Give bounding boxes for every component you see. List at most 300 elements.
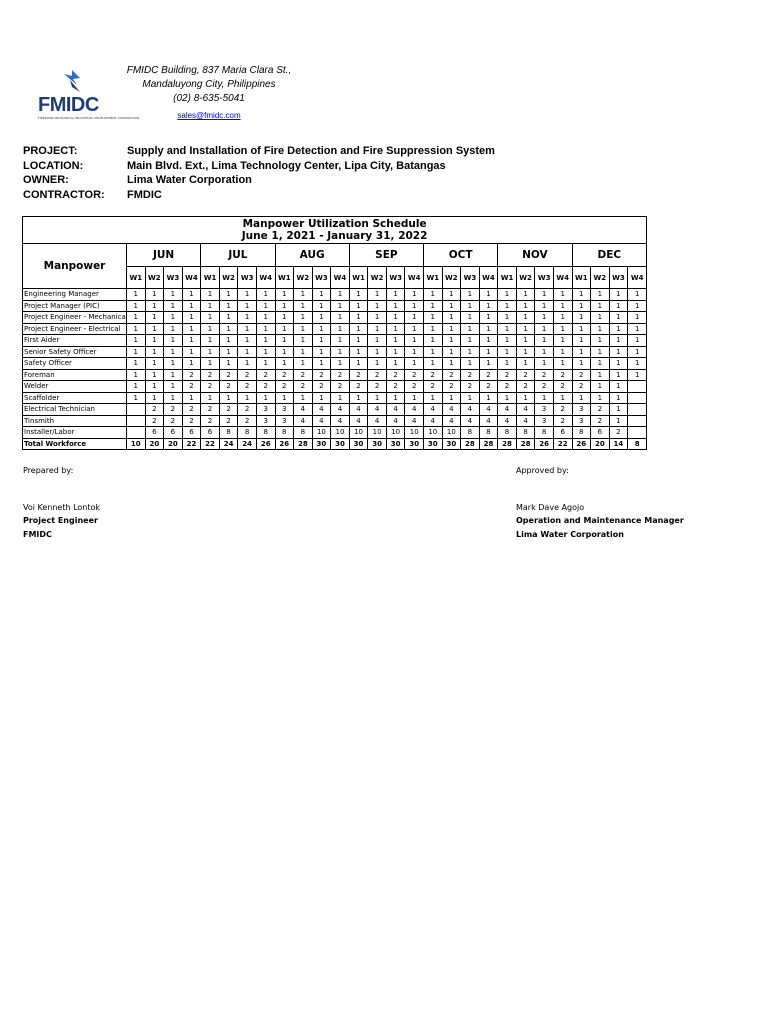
count-cell: 1 [498, 312, 517, 324]
manpower-schedule-table [22, 216, 647, 450]
count-cell: 28 [461, 438, 480, 450]
count-cell: 2 [442, 369, 461, 381]
count-cell: 2 [238, 369, 257, 381]
week-header: W2 [591, 267, 610, 289]
count-cell: 4 [386, 404, 405, 416]
count-cell: 2 [535, 369, 554, 381]
week-header: W4 [182, 267, 201, 289]
count-cell: 1 [461, 358, 480, 370]
count-cell: 4 [331, 415, 350, 427]
count-cell: 1 [127, 392, 146, 404]
count-cell: 1 [331, 346, 350, 358]
role-cell: Senior Safety Officer [23, 346, 127, 358]
count-cell: 10 [312, 427, 331, 439]
project-value: Supply and Installation of Fire Detection and Fire Suppression System [127, 145, 495, 157]
table-row [23, 312, 647, 324]
count-cell: 1 [628, 346, 647, 358]
count-cell: 1 [591, 323, 610, 335]
count-cell: 1 [219, 300, 238, 312]
week-header: W1 [127, 267, 146, 289]
count-cell: 2 [461, 369, 480, 381]
location-row [23, 160, 495, 175]
count-cell: 1 [479, 312, 498, 324]
count-cell: 1 [424, 335, 443, 347]
count-cell: 30 [442, 438, 461, 450]
count-cell: 1 [312, 392, 331, 404]
count-cell: 2 [553, 381, 572, 393]
count-cell: 1 [553, 392, 572, 404]
count-cell: 10 [442, 427, 461, 439]
count-cell: 1 [127, 346, 146, 358]
count-cell: 4 [424, 415, 443, 427]
count-cell: 1 [219, 358, 238, 370]
week-header: W2 [219, 267, 238, 289]
count-cell: 8 [479, 427, 498, 439]
count-cell: 1 [349, 323, 368, 335]
count-cell: 1 [201, 289, 220, 301]
count-cell: 1 [256, 312, 275, 324]
count-cell: 30 [331, 438, 350, 450]
count-cell: 30 [424, 438, 443, 450]
count-cell: 2 [572, 369, 591, 381]
count-cell: 1 [535, 335, 554, 347]
table-row [23, 404, 647, 416]
count-cell: 2 [201, 369, 220, 381]
week-header: W1 [275, 267, 294, 289]
count-cell: 20 [164, 438, 183, 450]
count-cell: 1 [461, 335, 480, 347]
prepared-by-org: FMIDC [23, 529, 52, 539]
count-cell: 1 [182, 335, 201, 347]
count-cell: 1 [349, 312, 368, 324]
count-cell: 1 [386, 289, 405, 301]
location-value: Main Blvd. Ext., Lima Technology Center, Lipa City, Batangas [127, 159, 446, 172]
count-cell [127, 415, 146, 427]
week-header: W2 [442, 267, 461, 289]
count-cell [628, 392, 647, 404]
project-info [23, 145, 495, 203]
count-cell: 1 [424, 346, 443, 358]
role-cell: Welder [23, 381, 127, 393]
count-cell: 1 [312, 335, 331, 347]
count-cell: 1 [424, 300, 443, 312]
count-cell: 2 [256, 369, 275, 381]
count-cell: 1 [164, 358, 183, 370]
count-cell: 1 [164, 369, 183, 381]
count-cell: 1 [386, 323, 405, 335]
count-cell: 2 [349, 381, 368, 393]
count-cell: 8 [256, 427, 275, 439]
table-row [23, 289, 647, 301]
approved-by-org: Lima Water Corporation [516, 529, 624, 539]
count-cell: 4 [405, 415, 424, 427]
count-cell: 1 [405, 323, 424, 335]
count-cell: 1 [219, 335, 238, 347]
count-cell: 1 [424, 323, 443, 335]
count-cell: 1 [312, 312, 331, 324]
count-cell: 1 [164, 289, 183, 301]
count-cell: 1 [535, 392, 554, 404]
count-cell: 1 [256, 358, 275, 370]
count-cell: 4 [368, 404, 387, 416]
count-cell: 14 [609, 438, 628, 450]
count-cell: 1 [572, 300, 591, 312]
manpower-column-header: Manpower [23, 244, 127, 289]
count-cell: 4 [461, 404, 480, 416]
month-header-nov: NOV [498, 244, 572, 267]
count-cell: 1 [609, 358, 628, 370]
count-cell: 1 [275, 392, 294, 404]
count-cell: 1 [275, 312, 294, 324]
month-header-sep: SEP [349, 244, 423, 267]
count-cell: 1 [405, 346, 424, 358]
prepared-by-title: Project Engineer [23, 516, 98, 525]
count-cell: 1 [609, 415, 628, 427]
count-cell: 1 [591, 369, 610, 381]
count-cell: 8 [498, 427, 517, 439]
count-cell: 30 [386, 438, 405, 450]
count-cell: 2 [145, 404, 164, 416]
count-cell: 2 [164, 415, 183, 427]
owner-value: Lima Water Corporation [127, 174, 252, 186]
schedule-subtitle: June 1, 2021 - January 31, 2022 [241, 230, 428, 242]
count-cell: 1 [516, 323, 535, 335]
count-cell: 3 [535, 415, 554, 427]
count-cell: 1 [182, 312, 201, 324]
count-cell: 6 [201, 427, 220, 439]
count-cell: 1 [553, 358, 572, 370]
count-cell: 10 [405, 427, 424, 439]
count-cell: 2 [219, 369, 238, 381]
table-row [23, 427, 647, 439]
count-cell: 1 [368, 392, 387, 404]
count-cell: 1 [312, 346, 331, 358]
count-cell: 1 [164, 381, 183, 393]
count-cell: 1 [442, 312, 461, 324]
count-cell: 1 [591, 346, 610, 358]
count-cell: 4 [386, 415, 405, 427]
count-cell: 1 [127, 323, 146, 335]
count-cell: 1 [294, 300, 313, 312]
contractor-label: CONTRACTOR: [23, 188, 105, 201]
week-header: W2 [294, 267, 313, 289]
count-cell: 2 [461, 381, 480, 393]
count-cell: 1 [182, 300, 201, 312]
contractor-value: FMDIC [127, 188, 162, 201]
count-cell: 26 [275, 438, 294, 450]
count-cell: 2 [201, 415, 220, 427]
count-cell: 1 [182, 346, 201, 358]
role-cell: Scaffolder [23, 392, 127, 404]
count-cell: 1 [609, 312, 628, 324]
count-cell: 1 [461, 300, 480, 312]
count-cell: 4 [312, 415, 331, 427]
count-cell: 1 [349, 289, 368, 301]
count-cell: 22 [201, 438, 220, 450]
count-cell: 2 [442, 381, 461, 393]
table-row [23, 392, 647, 404]
count-cell: 1 [553, 289, 572, 301]
count-cell: 1 [312, 358, 331, 370]
count-cell: 2 [201, 404, 220, 416]
count-cell: 1 [498, 358, 517, 370]
count-cell: 1 [609, 392, 628, 404]
count-cell: 1 [238, 392, 257, 404]
count-cell: 4 [442, 415, 461, 427]
count-cell: 2 [591, 415, 610, 427]
count-cell: 1 [405, 392, 424, 404]
count-cell: 6 [145, 427, 164, 439]
table-row [23, 369, 647, 381]
count-cell: 1 [256, 323, 275, 335]
count-cell: 1 [498, 300, 517, 312]
count-cell: 10 [368, 427, 387, 439]
count-cell: 1 [442, 392, 461, 404]
count-cell: 2 [498, 381, 517, 393]
count-cell: 1 [294, 335, 313, 347]
count-cell: 10 [127, 438, 146, 450]
table-row [23, 323, 647, 335]
address-line-1: FMIDC Building, 837 Maria Clara St., [126, 65, 292, 76]
count-cell: 1 [238, 300, 257, 312]
count-cell: 1 [182, 392, 201, 404]
count-cell: 22 [182, 438, 201, 450]
count-cell: 26 [535, 438, 554, 450]
count-cell: 1 [516, 335, 535, 347]
count-cell: 1 [442, 289, 461, 301]
count-cell: 2 [405, 381, 424, 393]
count-cell: 2 [479, 381, 498, 393]
count-cell: 1 [368, 289, 387, 301]
count-cell: 4 [424, 404, 443, 416]
count-cell: 1 [238, 323, 257, 335]
count-cell: 4 [479, 404, 498, 416]
count-cell: 1 [628, 369, 647, 381]
count-cell: 22 [553, 438, 572, 450]
count-cell: 1 [368, 300, 387, 312]
approved-by-title: Operation and Maintenance Manager [516, 516, 684, 525]
count-cell: 2 [182, 404, 201, 416]
count-cell: 1 [256, 289, 275, 301]
count-cell: 1 [609, 404, 628, 416]
count-cell: 1 [535, 323, 554, 335]
month-header-jun: JUN [127, 244, 201, 267]
count-cell: 6 [182, 427, 201, 439]
count-cell: 4 [349, 404, 368, 416]
count-cell: 20 [145, 438, 164, 450]
count-cell: 4 [479, 415, 498, 427]
count-cell: 2 [591, 404, 610, 416]
count-cell: 1 [516, 358, 535, 370]
schedule-title-row [23, 217, 647, 244]
count-cell: 1 [331, 312, 350, 324]
month-header-jul: JUL [201, 244, 275, 267]
count-cell [628, 381, 647, 393]
count-cell: 8 [628, 438, 647, 450]
week-header: W2 [145, 267, 164, 289]
count-cell: 1 [238, 346, 257, 358]
count-cell: 4 [516, 404, 535, 416]
count-cell: 4 [349, 415, 368, 427]
count-cell: 1 [479, 392, 498, 404]
count-cell: 2 [368, 369, 387, 381]
count-cell: 1 [349, 346, 368, 358]
week-header: W3 [609, 267, 628, 289]
count-cell: 1 [201, 346, 220, 358]
owner-label: OWNER: [23, 174, 69, 186]
logo-arrow-icon [60, 70, 86, 96]
count-cell: 1 [442, 323, 461, 335]
count-cell [127, 427, 146, 439]
count-cell: 8 [461, 427, 480, 439]
count-cell: 6 [164, 427, 183, 439]
count-cell: 1 [405, 358, 424, 370]
count-cell: 1 [238, 358, 257, 370]
count-cell: 2 [553, 404, 572, 416]
count-cell: 1 [145, 392, 164, 404]
count-cell: 2 [219, 381, 238, 393]
count-cell: 1 [479, 346, 498, 358]
months-header-row [23, 244, 647, 267]
count-cell: 1 [349, 358, 368, 370]
count-cell: 1 [145, 312, 164, 324]
week-header: W2 [368, 267, 387, 289]
count-cell: 1 [331, 358, 350, 370]
count-cell: 1 [275, 358, 294, 370]
week-header: W4 [553, 267, 572, 289]
count-cell: 1 [461, 392, 480, 404]
month-header-aug: AUG [275, 244, 349, 267]
count-cell: 1 [368, 358, 387, 370]
count-cell: 1 [127, 358, 146, 370]
count-cell: 1 [127, 289, 146, 301]
count-cell: 10 [331, 427, 350, 439]
count-cell: 4 [368, 415, 387, 427]
count-cell: 3 [275, 415, 294, 427]
schedule-title: Manpower Utilization Schedule [242, 218, 427, 230]
role-cell: Total Workforce [23, 438, 127, 450]
count-cell: 1 [182, 323, 201, 335]
count-cell: 1 [424, 392, 443, 404]
count-cell: 28 [498, 438, 517, 450]
count-cell: 1 [498, 392, 517, 404]
count-cell: 1 [535, 312, 554, 324]
count-cell: 1 [201, 312, 220, 324]
count-cell: 2 [312, 369, 331, 381]
count-cell: 2 [609, 427, 628, 439]
count-cell: 2 [219, 415, 238, 427]
count-cell: 1 [275, 300, 294, 312]
count-cell: 3 [572, 415, 591, 427]
count-cell: 1 [275, 323, 294, 335]
count-cell: 2 [553, 415, 572, 427]
count-cell: 8 [535, 427, 554, 439]
count-cell: 1 [294, 392, 313, 404]
count-cell: 1 [238, 289, 257, 301]
count-cell: 1 [164, 335, 183, 347]
count-cell: 1 [609, 300, 628, 312]
count-cell: 1 [591, 381, 610, 393]
project-row [23, 145, 495, 160]
count-cell: 1 [256, 346, 275, 358]
count-cell: 4 [294, 404, 313, 416]
count-cell: 1 [516, 312, 535, 324]
count-cell: 1 [164, 346, 183, 358]
company-email-link[interactable]: sales@fmidc.com [177, 111, 241, 120]
count-cell: 1 [145, 289, 164, 301]
count-cell: 4 [442, 404, 461, 416]
count-cell: 1 [238, 335, 257, 347]
count-cell: 1 [516, 346, 535, 358]
count-cell: 1 [219, 323, 238, 335]
week-header: W3 [238, 267, 257, 289]
count-cell: 1 [294, 312, 313, 324]
count-cell: 1 [368, 346, 387, 358]
count-cell: 1 [275, 346, 294, 358]
count-cell: 1 [479, 289, 498, 301]
contractor-row [23, 189, 495, 204]
count-cell: 1 [498, 335, 517, 347]
count-cell: 1 [553, 312, 572, 324]
month-header-oct: OCT [424, 244, 498, 267]
week-header: W1 [201, 267, 220, 289]
count-cell: 28 [294, 438, 313, 450]
week-header: W4 [405, 267, 424, 289]
count-cell: 1 [628, 300, 647, 312]
count-cell: 1 [127, 335, 146, 347]
count-cell: 4 [294, 415, 313, 427]
count-cell: 1 [294, 289, 313, 301]
company-address [126, 64, 292, 123]
count-cell: 2 [275, 381, 294, 393]
role-cell: Electrical Technician [23, 404, 127, 416]
count-cell: 1 [127, 381, 146, 393]
role-cell: Project Engineer - Mechanical [24, 313, 128, 322]
count-cell: 1 [479, 335, 498, 347]
count-cell: 2 [535, 381, 554, 393]
count-cell: 2 [201, 381, 220, 393]
table-row [23, 300, 647, 312]
count-cell: 1 [479, 323, 498, 335]
count-cell: 2 [349, 369, 368, 381]
count-cell: 1 [275, 335, 294, 347]
week-header: W4 [331, 267, 350, 289]
count-cell: 2 [386, 369, 405, 381]
count-cell: 1 [442, 335, 461, 347]
count-cell [127, 404, 146, 416]
count-cell: 1 [609, 289, 628, 301]
count-cell: 4 [331, 404, 350, 416]
count-cell: 1 [591, 392, 610, 404]
approved-by-name: Mark Dave Agojo [516, 502, 585, 512]
count-cell: 2 [238, 381, 257, 393]
count-cell: 2 [405, 369, 424, 381]
count-cell: 1 [405, 300, 424, 312]
count-cell: 1 [591, 358, 610, 370]
count-cell: 30 [349, 438, 368, 450]
count-cell: 1 [145, 323, 164, 335]
count-cell: 1 [461, 289, 480, 301]
count-cell: 1 [516, 300, 535, 312]
count-cell: 2 [182, 415, 201, 427]
count-cell: 1 [609, 381, 628, 393]
count-cell: 2 [164, 404, 183, 416]
count-cell: 30 [312, 438, 331, 450]
count-cell: 1 [498, 346, 517, 358]
week-header: W1 [498, 267, 517, 289]
role-cell: Tinsmith [23, 415, 127, 427]
week-header: W1 [572, 267, 591, 289]
